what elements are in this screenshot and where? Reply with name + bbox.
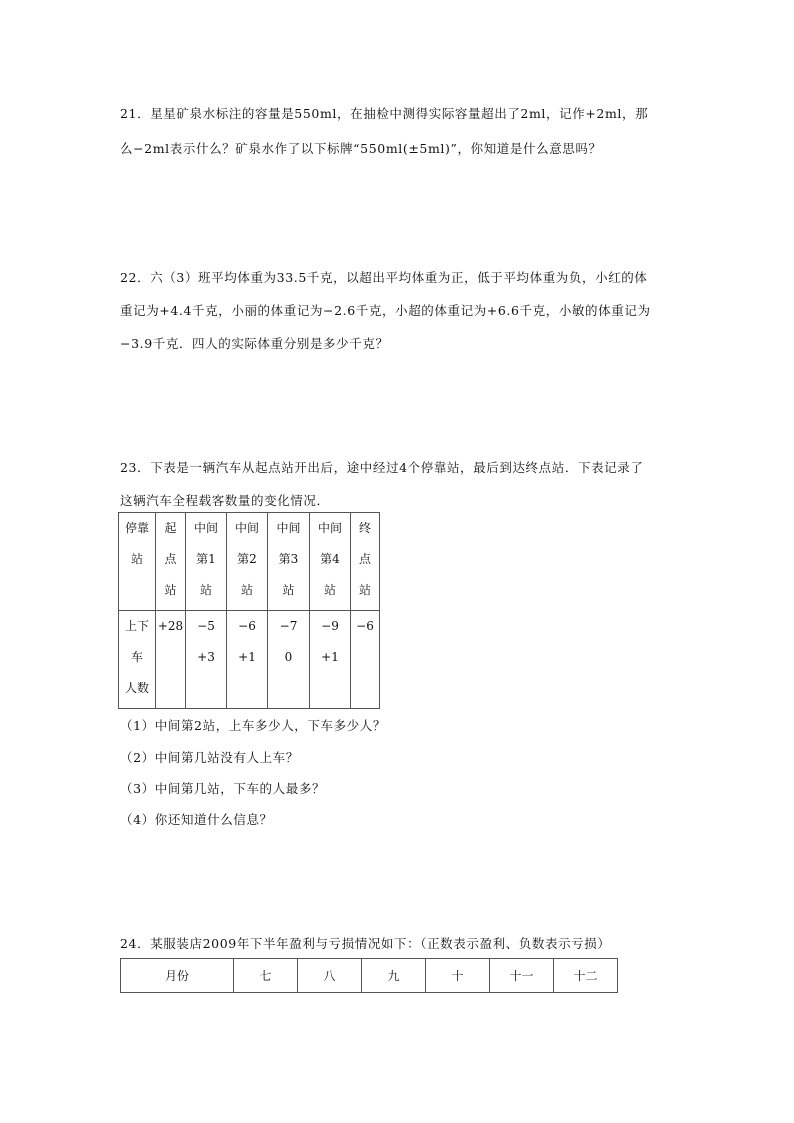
table-cell: 七 — [234, 959, 298, 993]
table-cell: 终 点 站 — [351, 513, 380, 611]
table-cell: 中间 第2 站 — [227, 513, 268, 611]
q24-line-1: 24．某服装店2009年下半年盈利与亏损情况如下：（正数表示盈利、负数表示亏损） — [120, 936, 611, 951]
q23-sub-4: （4）你还知道什么信息？ — [120, 812, 273, 827]
table-cell: +28 — [156, 611, 186, 709]
table-row — [119, 513, 380, 611]
table-cell: 中间 第3 站 — [268, 513, 310, 611]
q21-line-2: 么−2ml表示什么？矿泉水作了以下标牌“550ml(±5ml)”，你知道是什么意思吗？ — [120, 141, 602, 156]
q23-sub-2: （2）中间第几站没有人上车？ — [120, 750, 299, 765]
q21-line-1: 21．星星矿泉水标注的容量是550ml，在抽检中测得实际容量超出了2ml，记作+2ml，那 — [120, 106, 649, 121]
q22-line-1: 22．六（3）班平均体重为33.5千克，以超出平均体重为正，低于平均体重为负，小红的体 — [120, 270, 648, 285]
table-cell: 九 — [362, 959, 426, 993]
q23-sub-1: （1）中间第2站，上车多少人，下车多少人？ — [120, 718, 387, 733]
monthly-profit-table — [120, 958, 618, 993]
table-cell: 中间 第4 站 — [310, 513, 351, 611]
table-cell: 八 — [298, 959, 362, 993]
table-cell: 起 点 站 — [156, 513, 186, 611]
table-cell: 十二 — [554, 959, 618, 993]
q23-line-1: 23．下表是一辆汽车从起点站开出后，途中经过4个停靠站，最后到达终点站．下表记录了 — [120, 460, 644, 475]
table-row — [121, 959, 618, 993]
table-cell: 十一 — [490, 959, 554, 993]
table-cell: 停靠 站 — [119, 513, 156, 611]
q23-sub-3: （3）中间第几站，下车的人最多？ — [120, 781, 326, 796]
table-row — [119, 611, 380, 709]
table-cell: 中间 第1 站 — [186, 513, 227, 611]
table-cell: −5 +3 — [186, 611, 227, 709]
table-cell: 上下 车 人数 — [119, 611, 156, 709]
table-cell: 月份 — [121, 959, 234, 993]
q22-line-3: −3.9千克．四人的实际体重分别是多少千克？ — [120, 336, 389, 351]
q23-line-2: 这辆汽车全程载客数量的变化情况． — [120, 493, 330, 508]
q22-line-2: 重记为+4.4千克，小丽的体重记为−2.6千克，小超的体重记为+6.6千克，小敏的体重记为 — [120, 303, 651, 318]
table-cell: −9 +1 — [310, 611, 351, 709]
table-cell: −6 — [351, 611, 380, 709]
table-cell: −6 +1 — [227, 611, 268, 709]
table-cell: 十 — [426, 959, 490, 993]
table-cell: −7 0 — [268, 611, 310, 709]
bus-stops-table — [118, 512, 380, 709]
